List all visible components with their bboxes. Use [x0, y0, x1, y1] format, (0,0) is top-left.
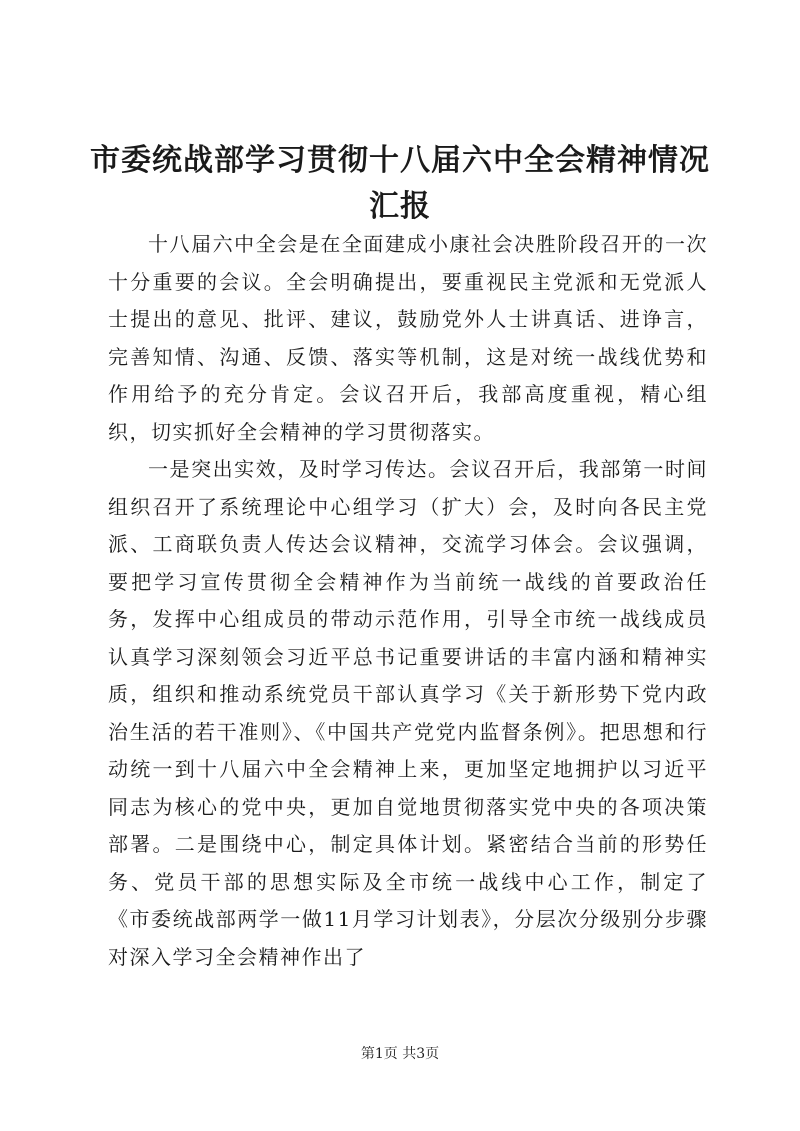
- document-title: 市委统战部学习贯彻十八届六中全会精神情况汇报: [90, 143, 710, 224]
- paragraph-intro: 十八届六中全会是在全面建成小康社会决胜阶段召开的一次十分重要的会议。全会明确提出，要重视民主党派和无党派人士提出的意见、批评、建议，鼓励党外人士讲真话、进诤言，完善知情、沟通、反馈、落实等机制，这是对统一战线优势和作用给予的充分肯定。会议召开后，我部高度重视，精心组织，切实抓好全会精神的学习贯彻落实。: [108, 232, 708, 444]
- page-footer: 第1页 共3页: [360, 1046, 440, 1062]
- document-body: [108, 226, 708, 976]
- paragraph-study: 一是突出实效，及时学习传达。会议召开后，我部第一时间组织召开了系统理论中心组学习（扩大）会，及时向各民主党派、工商联负责人传达会议精神，交流学习体会。会议强调，要把学习宣传贯彻全会精神作为当前统一战线的首要政治任务，发挥中心组成员的带动示范作用，引导全市统一战线成员认真学习深刻领会习近平总书记重要讲话的丰富内涵和精神实质，组织和推动系统党员干部认真学习《关于新形势下党内政治生活的若干准则》、《中国共产党党内监督条例》。把思想和行动统一到十八届六中全会精神上来，更加坚定地拥护以习近平同志为核心的党中央，更加自觉地贯彻落实党中央的各项决策部署。二是围绕中心，制定具体计划。紧密结合当前的形势任务、党员干部的思想实际及全市统一战线中心工作，制定了《市委统战部两学一做11月学习计划表》，分层次分级别分步骤对深入学习全会精神作出了: [108, 457, 708, 969]
